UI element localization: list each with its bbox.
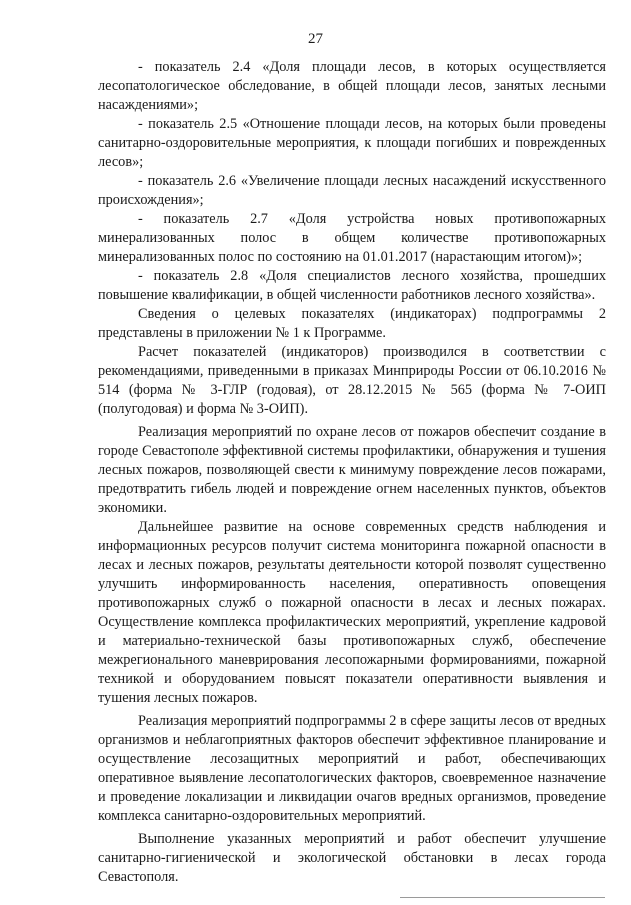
paragraph-indicator-2-6: - показатель 2.6 «Увеличение площади лесных насаждений искусственного происхождения»; [98, 173, 606, 208]
bottom-rule [400, 897, 605, 898]
paragraph-monitoring: Дальнейшее развитие на основе современных средств наблюдения и информационных ресурсов получит система мониторинга пожарной опасности в лесах и лесных пожаров, результаты деятельности которой позволят существенно улучшить информированность населения, оперативность оповещения противопожарных служб о пожарной опасности в лесах и лесных пожарах. Осуществление комплекса профилактических мероприятий, укрепление кадровой и материально-технической базы противопожарных служб, обеспечение межрегионального маневрирования лесопожарными формированиями, пожарной техникой и оборудованием повысят показатели оперативности выявления и тушения лесных пожаров. [98, 519, 606, 706]
paragraph-indicator-2-8: - показатель 2.8 «Доля специалистов лесного хозяйства, прошедших повышение квалификации, в общей численности работников лесного хозяйства». [98, 268, 606, 303]
paragraph-indicator-2-7: - показатель 2.7 «Доля устройства новых противопожарных минерализованных полос в общем количестве противопожарных минерализованных полос по состоянию на 01.01.2017 (нарастающим итогом)»; [98, 211, 606, 265]
paragraph-indicator-2-4: - показатель 2.4 «Доля площади лесов, в которых осуществляется лесопатологическое обследование, в общей площади лесов, занятых лесными насаждениями»; [98, 59, 606, 113]
paragraph-forest-protection: Реализация мероприятий подпрограммы 2 в сфере защиты лесов от вредных организмов и неблагоприятных факторов обеспечит эффективное планирование и осуществление лесозащитных мероприятий и работ, обеспечивающих оперативное выявление лесопатологических факторов, своевременное назначение и проведение локализации и ликвидации очагов вредных организмов, проведение комплекса санитарно-оздоровительных мероприятий. [98, 713, 606, 824]
paragraph-indicators-info: Сведения о целевых показателях (индикаторах) подпрограммы 2 представлены в приложении № 1 к Программе. [98, 306, 606, 341]
page-number: 27 [308, 31, 323, 47]
document-body [98, 58, 606, 887]
paragraph-indicator-2-5: - показатель 2.5 «Отношение площади лесов, на которых были проведены санитарно-оздоровительные мероприятия, к площади погибших и поврежденных лесов»; [98, 116, 606, 170]
paragraph-calculation: Расчет показателей (индикаторов) производился в соответствии с рекомендациями, приведенными в приказах Минприроды России от 06.10.2016 № 514 (форма № 3-ГЛР (годовая), от 28.12.2015 № 565 (форма № 7-ОИП (полугодовая) и форма № 3-ОИП). [98, 344, 606, 417]
paragraph-conclusion: Выполнение указанных мероприятий и работ обеспечит улучшение санитарно-гигиенической и экологической обстановки в лесах города Севастополя. [98, 831, 606, 885]
paragraph-fire-protection: Реализация мероприятий по охране лесов от пожаров обеспечит создание в городе Севастополе эффективной системы профилактики, обнаружения и тушения лесных пожаров, позволяющей свести к минимуму повреждение лесов пожарами, предотвратить гибель людей и повреждение огнем населенных пунктов, объектов экономики. [98, 424, 606, 516]
